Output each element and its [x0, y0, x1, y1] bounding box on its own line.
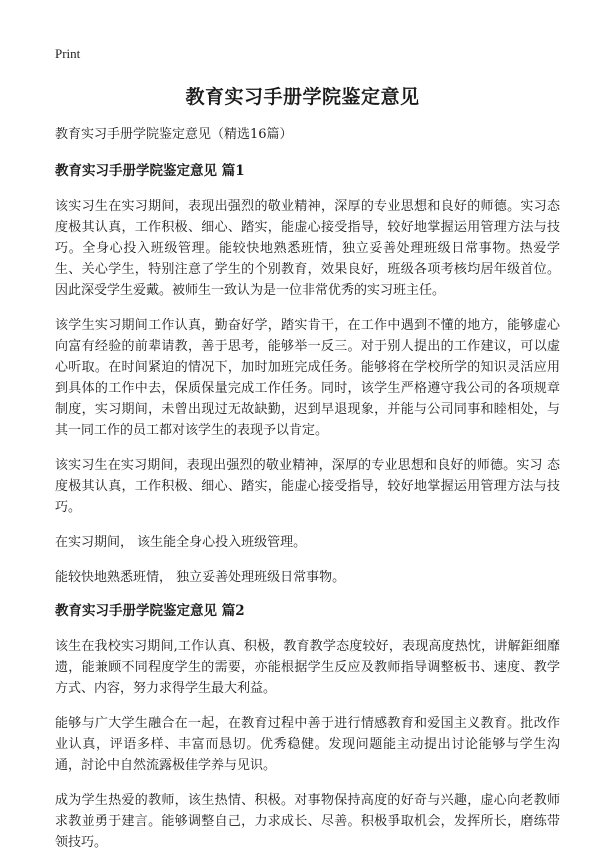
document-subtitle: 教育实习手册学院鉴定意见（精选16篇）	[55, 127, 293, 142]
paragraph: 该生在我校实习期间,工作认真、积极，教育教学态度较好，表现高度热忱，讲解鉅细靡遗，能兼顾不同程度学生的需要，亦能根据学生反应及教师指导调整板书、速度、教学方式、内容，努力求得学生最大利益。	[55, 639, 560, 696]
section-1	[55, 162, 560, 588]
paragraph: 该实习生在实习期间，表现出强烈的敬业精神，深厚的专业思想和良好的师德。实习 态度极其认真，工作积极、细心、踏实，能虚心接受指导，较好地掌握运用管理方法与技巧。	[55, 458, 560, 515]
section-heading: 教育实习手册学院鉴定意见 篇2	[55, 603, 245, 619]
print-label[interactable]: Print	[55, 46, 81, 61]
section-2	[55, 602, 560, 853]
paragraph: 成为学生热爱的教师，该生热情、积极。对事物保持高度的好奇与兴趣，虚心向老教师求教並勇于建言。能够调整自己，力求成长、尽善。积极爭取机会，发挥所长，磨练带领技巧。	[55, 793, 560, 850]
paragraph: 该学生实习期间工作认真，勤奋好学，踏实肯干，在工作中遇到不懂的地方，能够虚心向富有经验的前辈请教，善于思考，能够举一反三。对于别人提出的工作建议，可以虚心听取。在时间紧迫的情况下，加时加班完成任务。能够将在学校所学的知识灵活应用到具体的工作中去，保质保量完成工作任务。同时，该学生严格遵守我公司的各项规章制度，实习期间，未曾出现过无故缺勤，迟到早退现象，并能与公司同事和睦相处，与其一同工作的员工都对该学生的表现予以肯定。	[55, 318, 560, 438]
paragraph: 该实习生在实习期间，表现出强烈的敬业精神，深厚的专业思想和良好的师德。实习态度极其认真，工作积极、细心、踏实，能虚心接受指导，较好地掌握运用管理方法与技巧。全身心投入班级管理。能较快地熟悉班情，独立妥善处理班级日常事物。热爱学生、关心学生，特别注意了学生的个别教育，效果良好，班级各项考核均居年级首位。因此深受学生爱戴。被师生一致认为是一位非常优秀的实习班主任。	[55, 199, 560, 298]
paragraph: 在实习期间， 该生能全身心投入班级管理。	[55, 535, 307, 550]
section-heading: 教育实习手册学院鉴定意见 篇1	[55, 163, 245, 179]
page-title: 教育实习手册学院鉴定意见	[185, 86, 420, 108]
paragraph: 能够与广大学生融合在一起，在教育过程中善于进行情感教育和爱国主义教育。批改作业认真，评语多样、丰富而恳切。优秀稳健。发现问题能主动提出讨论能够与学生沟通，討论中自然流露极佳学养与见识。	[55, 716, 560, 773]
paragraph: 能较快地熟悉班情， 独立妥善处理班级日常事物。	[55, 570, 346, 585]
